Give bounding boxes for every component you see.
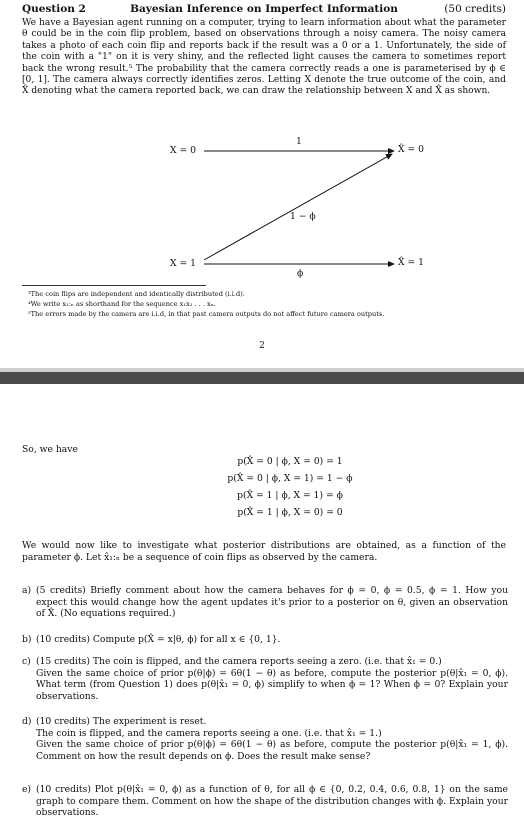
question-a-label: a) [22,585,32,596]
node-x0: X = 0 [170,145,196,156]
question-b-label: b) [22,634,32,645]
question-d-text-3: Given the same choice of prior p(θ|ϕ) = 6θ(1 − θ) as before, compute the posterior p(θ|x̂₁ = 1, ϕ). Comment on how the result depends on ϕ. Does the result make sense? [36,739,508,762]
question-d-label: d) [22,716,32,727]
question-c-text-1: (15 credits) The coin is flipped, and the camera reports seeing a zero. (i.e. that x̂₁ = 0.) [36,656,442,667]
question-c-text-2: Given the same choice of prior p(θ|ϕ) = 6θ(1 − θ) as before, compute the posterior p(θ|x̂₁ = 0, ϕ). What term (from Question 1) does p(θ|x̂₁ = 0, ϕ) simplify to when ϕ = 1? When ϕ = 0? Explain your observations. [36,667,508,702]
intro-paragraph: We have a Bayesian agent running on a computer, trying to learn information about what the parameter θ could be in the coin flip problem, based on observations through a noisy camera. The noisy camera takes a photo of each coin flip and reports back if the result was a 0 or a 1. Unfortunately, the side of the coin with a "1" on it is very shiny, and the reflected light causes the camera to sometimes report back the wrong result.⁵ The probability that the camera correctly reads a one is parameterised by ϕ ∈ [0, 1]. The camera always correctly identifies zeros. Letting X denote the true outcome of the coin, and X̂ denoting what the camera reported back, we can draw the relationship between X and X̂ as shown. [22,18,506,97]
edge-label-diag: 1 − ϕ [290,211,316,222]
node-x1: X = 1 [170,258,196,269]
document-page-2 [0,384,524,834]
footnote-rule [22,285,206,286]
question-e-label: e) [22,784,32,795]
question-credits: (50 credits) [444,3,506,15]
posterior-intro-paragraph: We would now like to investigate what posterior distributions are obtained, as a function of the parameter ϕ. Let x̂₁:ₙ be a sequence of coin flips as observed by the camera. [22,540,506,563]
question-header [22,3,506,17]
edge-x1-to-xhat0 [204,154,392,260]
so-we-have-text: So, we have [22,444,78,455]
node-xhat0: X̂ = 0 [398,144,424,155]
equation-3: p(X̂ = 1 | ϕ, X = 1) = ϕ [237,490,343,501]
page-number: 2 [259,341,265,351]
channel-diagram-svg [160,136,430,282]
question-b [22,634,508,646]
question-d [22,716,508,762]
edge-label-bottom: ϕ [297,268,304,279]
question-title: Bayesian Inference on Imperfect Information [130,3,398,15]
question-d-text-1: (10 credits) The experiment is reset. [36,716,207,727]
node-xhat1: X̂ = 1 [398,257,424,268]
footnote-3: ³The coin flips are independent and identically distributed (i.i.d). [28,290,245,298]
equation-2: p(X̂ = 0 | ϕ, X = 1) = 1 − ϕ [227,473,353,484]
page-separator [0,372,524,384]
footnote-5: ⁵The errors made by the camera are i.i.d, in that past camera outputs do not affect future camera outputs. [28,310,385,318]
question-b-text: (10 credits) Compute p(X̂ = x|θ, ϕ) for all x ∈ {0, 1}. [36,634,281,645]
equation-1: p(X̂ = 0 | ϕ, X = 0) = 1 [237,456,343,467]
question-d-text-2: The coin is flipped, and the camera reports seeing a one. (i.e. that x̂₁ = 1.) [36,727,382,739]
question-a-text: (5 credits) Briefly comment about how the camera behaves for ϕ = 0, ϕ = 0.5, ϕ = 1. How you expect this would change how the agent updates it's prior to a posterior on θ, given an observation of X̂. (No equations required.) [36,585,508,620]
question-c-label: c) [22,656,31,667]
document-page-1 [0,0,524,368]
question-e [22,784,508,819]
edge-label-top: 1 [296,136,302,147]
question-number: Question 2 [22,3,86,15]
question-c [22,656,508,702]
question-e-text: (10 credits) Plot p(θ|x̂₁ = 0, ϕ) as a function of θ, for all ϕ ∈ {0, 0.2, 0.4, 0.6, 0.8, 1} on the same graph to compare them. Comment on how the shape of the distribution changes with ϕ. Explain your observations. [36,784,508,819]
question-a [22,585,508,620]
equation-4: p(X̂ = 1 | ϕ, X = 0) = 0 [237,507,343,518]
channel-diagram [160,136,430,282]
footnote-4: ⁴We write x₁:ₙ as shorthand for the sequence x₁x₂ . . . xₙ. [28,300,216,308]
